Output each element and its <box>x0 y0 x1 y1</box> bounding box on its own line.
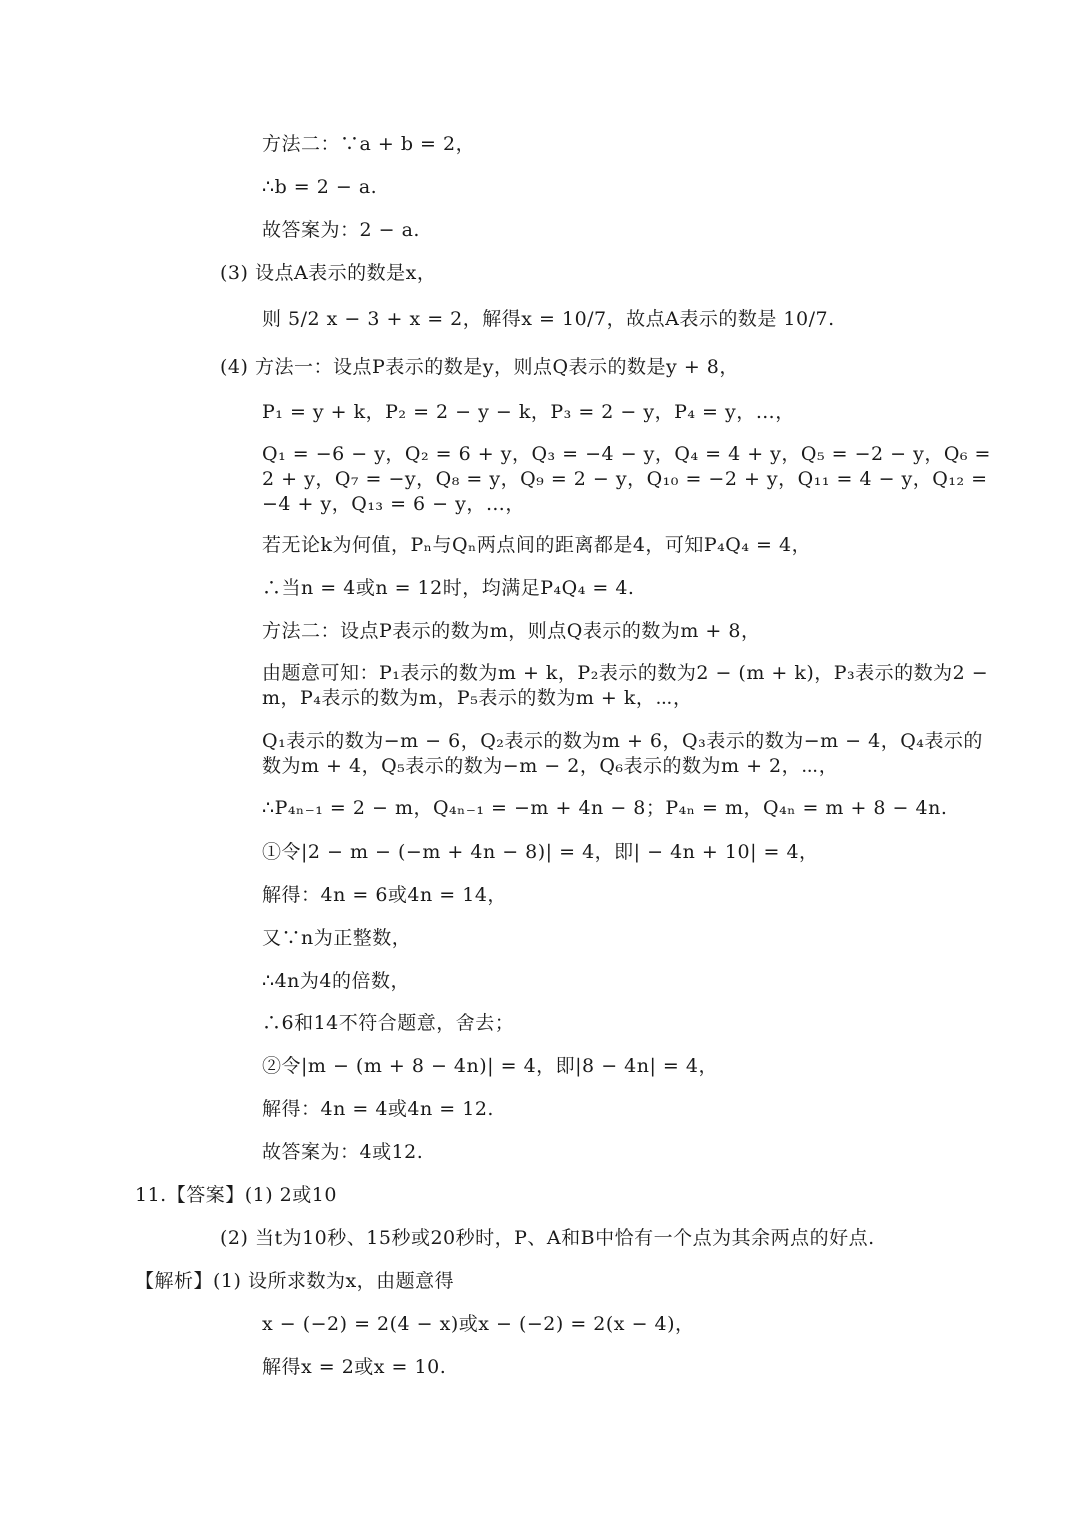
text-line: m，P₄表示的数为m，P₅表示的数为m + k，⋯， <box>262 687 693 709</box>
text-line: ∴b = 2 − a. <box>262 176 378 198</box>
text-line: 故答案为：2 − a. <box>262 219 420 241</box>
text-line: 故答案为：4或12. <box>262 1141 424 1163</box>
text-line: ①令|2 − m − (−m + 4n − 8)| = 4，即| − 4n + 10| = 4， <box>262 841 819 863</box>
text-line: 解得x = 2或x = 10. <box>262 1356 447 1378</box>
text-line: −4 + y，Q₁₃ = 6 − y，…， <box>262 493 525 515</box>
text-line: 则 5/2 x − 3 + x = 2，解得x = 10/7，故点A表示的数是 10/7. <box>262 308 835 330</box>
text-line: 若无论k为何值，Pₙ与Qₙ两点间的距离都是4，可知P₄Q₄ = 4， <box>262 534 812 556</box>
text-line: 2 + y，Q₇ = −y，Q₈ = y，Q₉ = 2 − y，Q₁₀ = −2 + y，Q₁₁ = 4 − y，Q₁₂ = <box>262 468 988 490</box>
text-line: (3) 设点A表示的数是x， <box>220 262 437 284</box>
text-line: 【解析】(1) 设所求数为x，由题意得 <box>135 1270 455 1292</box>
text-line: P₁ = y + k，P₂ = 2 − y − k，P₃ = 2 − y，P₄ = y，…， <box>262 401 795 423</box>
text-line: ∴6和14不符合题意，舍去； <box>262 1012 515 1034</box>
text-line: (4) 方法一：设点P表示的数是y，则点Q表示的数是y + 8， <box>220 356 739 378</box>
text-line: (2) 当t为10秒、15秒或20秒时，P、A和B中恰有一个点为其余两点的好点. <box>220 1227 875 1249</box>
text-line: 方法二：设点P表示的数为m，则点Q表示的数为m + 8， <box>262 620 761 642</box>
text-line: 方法二：∵a + b = 2， <box>262 133 476 155</box>
text-line: 11.【答案】(1) 2或10 <box>135 1184 337 1206</box>
text-line: 解得：4n = 4或4n = 12. <box>262 1098 494 1120</box>
text-line: 解得：4n = 6或4n = 14， <box>262 884 507 906</box>
text-line: ∴4n为4的倍数， <box>262 970 411 992</box>
text-line: ②令|m − (m + 8 − 4n)| = 4，即|8 − 4n| = 4， <box>262 1055 718 1077</box>
text-line: 又∵n为正整数， <box>262 927 412 949</box>
text-line: 数为m + 4，Q₅表示的数为−m − 2，Q₆表示的数为m + 2，⋯， <box>262 755 839 777</box>
text-line: 由题意可知：P₁表示的数为m + k，P₂表示的数为2 − (m + k)，P₃表示的数为2 − <box>262 662 989 684</box>
text-line: ∴当n = 4或n = 12时，均满足P₄Q₄ = 4. <box>262 577 635 599</box>
text-line: ∴P₄ₙ₋₁ = 2 − m，Q₄ₙ₋₁ = −m + 4n − 8；P₄ₙ = m，Q₄ₙ = m + 8 − 4n. <box>262 797 948 819</box>
text-line: x − (−2) = 2(4 − x)或x − (−2) = 2(x − 4)， <box>262 1313 695 1335</box>
text-line: Q₁ = −6 − y，Q₂ = 6 + y，Q₃ = −4 − y，Q₄ = 4 + y，Q₅ = −2 − y，Q₆ = <box>262 443 991 465</box>
text-line: Q₁表示的数为−m − 6，Q₂表示的数为m + 6，Q₃表示的数为−m − 4，Q₄表示的 <box>262 730 983 752</box>
